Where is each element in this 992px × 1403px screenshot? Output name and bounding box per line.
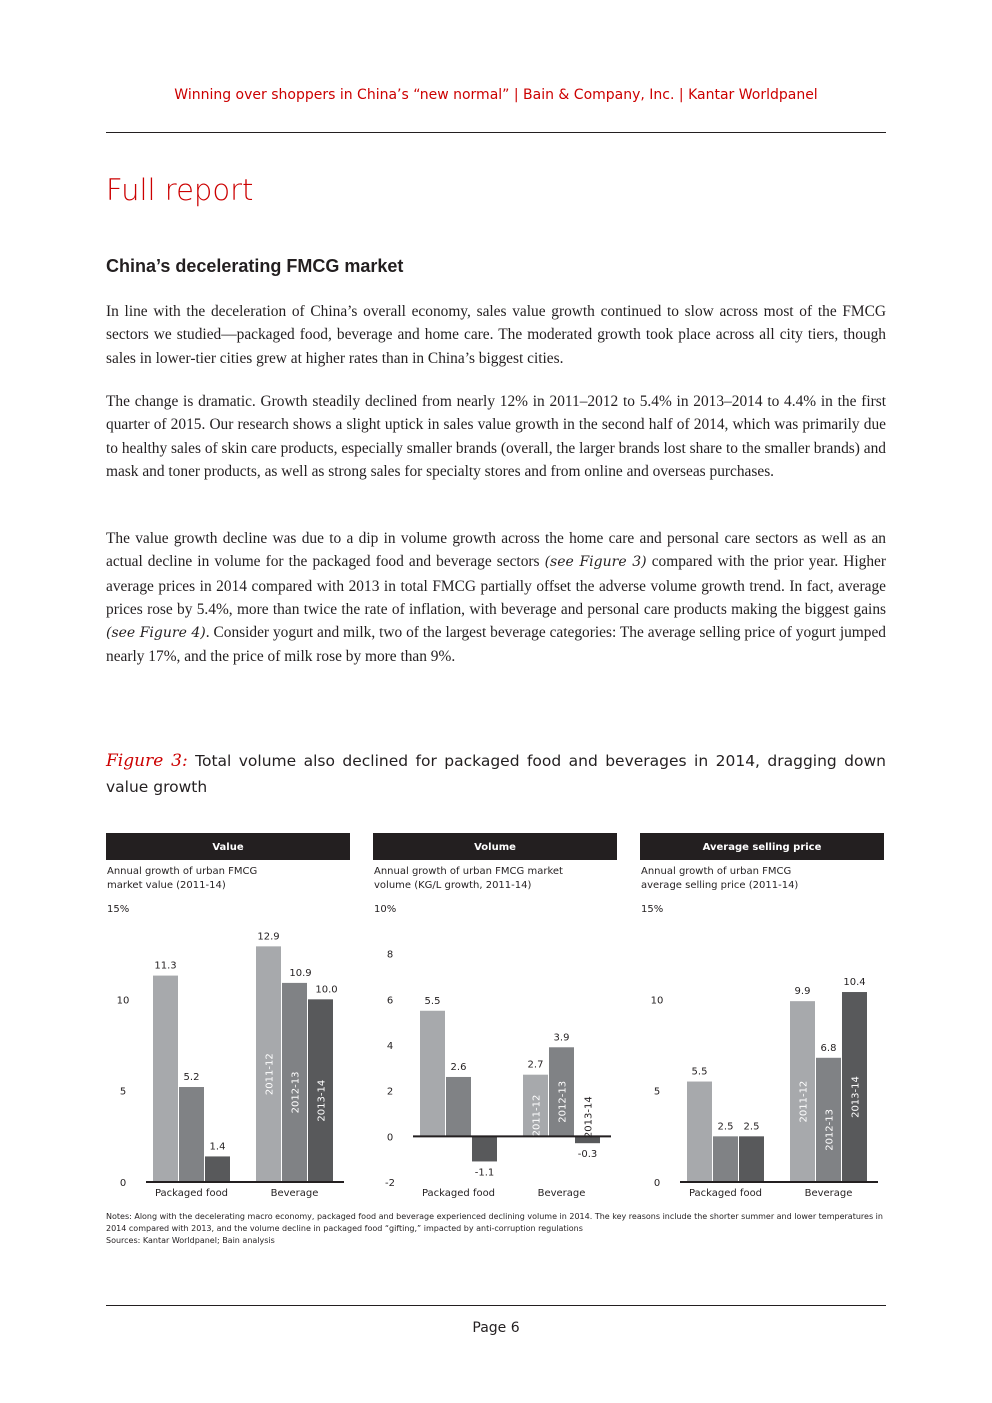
volume-ytick-label: 8 xyxy=(386,949,394,961)
average-selling-price-value-label: 9.9 xyxy=(794,986,811,998)
paragraph-2: The change is dramatic. Growth steadily declined from nearly 12% in 2011–2012 to 5.4% in 2013–2014 to 4.4% in the first quarter of 2015. Our research shows a slight uptick in sales value growth in the second half of 2014, which was primarily due to healthy sales of skin care products, especially smaller brands (overall, the larger brands lost share to the smaller brands) and mask and toner products, as well as strong sales for specialty stores and from online and overseas purchases. xyxy=(106,393,886,480)
footer-rule xyxy=(106,1305,886,1306)
header-rule xyxy=(106,132,886,133)
volume-legend-2011-12: 2011-12 xyxy=(531,1094,543,1137)
value-ytick-label: 0 xyxy=(119,1178,127,1189)
value-value-label: 10.0 xyxy=(315,984,338,996)
average-selling-price-value-label: 2.5 xyxy=(743,1121,760,1133)
paragraph-3 xyxy=(106,527,886,669)
volume-value-label: 2.6 xyxy=(450,1061,467,1073)
volume-value-label: -0.3 xyxy=(577,1149,598,1161)
paragraph-3-part-b: compared with the prior year. Higher average prices in 2014 compared with 2013 in total FMCG partially offset the adverse volume growth trend. In fact, average prices rose by 5.4%, more than twice the rate of inflation, with beverage and personal care products making the biggest gains xyxy=(106,553,887,618)
volume-value-label: 3.9 xyxy=(553,1032,570,1044)
figure-4-reference: (see Figure 4) xyxy=(106,625,206,642)
average-selling-price-value-label: 10.4 xyxy=(843,977,866,989)
value-legend-2012-13: 2012-13 xyxy=(290,1071,302,1114)
figure-3-reference: (see Figure 3) xyxy=(544,554,647,571)
average-selling-price-legend-2011-12: 2011-12 xyxy=(798,1080,810,1123)
value-value-label: 12.9 xyxy=(257,931,280,943)
volume-legend-2012-13: 2012-13 xyxy=(557,1080,569,1123)
volume-ytick-label: 4 xyxy=(386,1041,394,1052)
figure-caption-text: Total volume also declined for packaged food and beverages in 2014, dragging down value growth xyxy=(106,752,887,796)
average-selling-price-ytick-label: 0 xyxy=(653,1178,661,1189)
average-selling-price-chart-title: Average selling price xyxy=(702,842,822,853)
average-selling-price-legend-2013-14: 2013-14 xyxy=(850,1076,862,1118)
volume-bar-2011-12 xyxy=(420,1011,445,1137)
average-selling-price-subtitle-line: Annual growth of urban FMCG xyxy=(641,866,792,877)
average-selling-price-bar-2012-13 xyxy=(713,1136,738,1182)
volume-ytick-label: 6 xyxy=(386,995,394,1007)
volume-legend-2013-14: 2013-14 xyxy=(583,1096,595,1139)
volume-subtitle-line: Annual growth of urban FMCG market xyxy=(374,866,563,877)
value-subtitle-line: Annual growth of urban FMCG xyxy=(107,866,258,877)
value-legend-2011-12: 2011-12 xyxy=(264,1053,276,1096)
average-selling-price-bar-2011-12 xyxy=(687,1082,712,1182)
value-subtitle-line: market value (2011-14) xyxy=(107,880,226,891)
running-header: Winning over shoppers in China’s “new normal” | Bain & Company, Inc. | Kantar Worldpanel xyxy=(174,87,818,103)
notes-text: Notes: Along with the decelerating macro economy, packaged food and beverage experienced declining volume in 2014. The key reasons include the shorter summer and lower temperatures in 2014 compared with 2013, and the volume decline in packaged food “gifting,” impacted by anti-corruption regulations xyxy=(106,1212,883,1233)
value-bar-2011-12 xyxy=(153,976,178,1182)
average-selling-price-value-label: 5.5 xyxy=(691,1066,708,1078)
volume-subtitle-line: volume (KG/L growth, 2011-14) xyxy=(374,880,532,891)
value-value-label: 10.9 xyxy=(289,967,312,979)
figure-3-charts xyxy=(100,830,892,1205)
value-legend-2013-14: 2013-14 xyxy=(316,1079,328,1122)
average-selling-price-value-label: 6.8 xyxy=(820,1042,837,1054)
value-bar-2012-13 xyxy=(179,1087,204,1182)
average-selling-price-ytick-label: 5 xyxy=(653,1086,661,1098)
volume-unit-label: 10% xyxy=(374,904,397,915)
paragraph-1: In line with the deceleration of China’s overall economy, sales value growth continued to slow across most of the FMCG sectors we studied—packaged food, beverage and home care. The moderated growth took place across all city tiers, though sales in lower-tier cities grew at higher rates than in China’s biggest cities. xyxy=(106,303,886,367)
average-selling-price-subtitle-line: average selling price (2011-14) xyxy=(641,880,799,891)
page-number: Page 6 xyxy=(472,1320,520,1336)
value-ytick-label: 10 xyxy=(116,995,130,1007)
average-selling-price-legend-2012-13: 2012-13 xyxy=(824,1108,836,1151)
value-value-label: 11.3 xyxy=(154,960,177,972)
value-category-label: Beverage xyxy=(270,1188,319,1199)
value-value-label: 1.4 xyxy=(209,1141,226,1153)
volume-category-label: Packaged food xyxy=(421,1188,496,1199)
value-bar-2013-14 xyxy=(205,1156,230,1182)
average-selling-price-category-label: Packaged food xyxy=(688,1188,763,1199)
volume-category-label: Beverage xyxy=(537,1188,586,1199)
value-value-label: 5.2 xyxy=(183,1072,200,1084)
volume-ytick-label: -2 xyxy=(385,1178,395,1189)
average-selling-price-bar-2013-14 xyxy=(739,1136,764,1182)
page-title: Full report xyxy=(106,173,254,207)
figure-caption xyxy=(106,748,886,800)
value-unit-label: 15% xyxy=(107,904,130,915)
paragraph-3-part-c: . Consider yogurt and milk, two of the largest beverage categories: The average selling price of yogurt jumped nearly 17%, and the price of milk rose by more than 9%. xyxy=(106,624,886,666)
section-heading: China’s decelerating FMCG market xyxy=(106,256,404,276)
volume-value-label: 5.5 xyxy=(424,995,441,1007)
paragraph-3-part-a: The value growth decline was due to a dip in volume growth across the home care and personal care sectors as well as an actual decline in volume for the packaged food and beverage sectors xyxy=(106,530,886,571)
value-ytick-label: 5 xyxy=(119,1086,127,1098)
volume-bar-2012-13 xyxy=(446,1077,471,1136)
average-selling-price-ytick-label: 10 xyxy=(650,995,664,1007)
sources-text: Sources: Kantar Worldpanel; Bain analysis xyxy=(106,1236,275,1245)
volume-bar-2013-14 xyxy=(472,1136,497,1161)
volume-ytick-label: 2 xyxy=(386,1086,394,1098)
average-selling-price-value-label: 2.5 xyxy=(717,1121,734,1133)
volume-chart-title: Volume xyxy=(474,842,516,853)
figure-notes xyxy=(106,1211,896,1247)
volume-value-label: -1.1 xyxy=(474,1167,495,1179)
figure-label: Figure 3: xyxy=(106,751,188,771)
volume-ytick-label: 0 xyxy=(386,1132,394,1144)
volume-value-label: 2.7 xyxy=(527,1059,544,1071)
value-chart-title: Value xyxy=(212,842,244,853)
average-selling-price-category-label: Beverage xyxy=(804,1188,853,1199)
average-selling-price-unit-label: 15% xyxy=(641,904,664,915)
value-category-label: Packaged food xyxy=(154,1188,229,1199)
